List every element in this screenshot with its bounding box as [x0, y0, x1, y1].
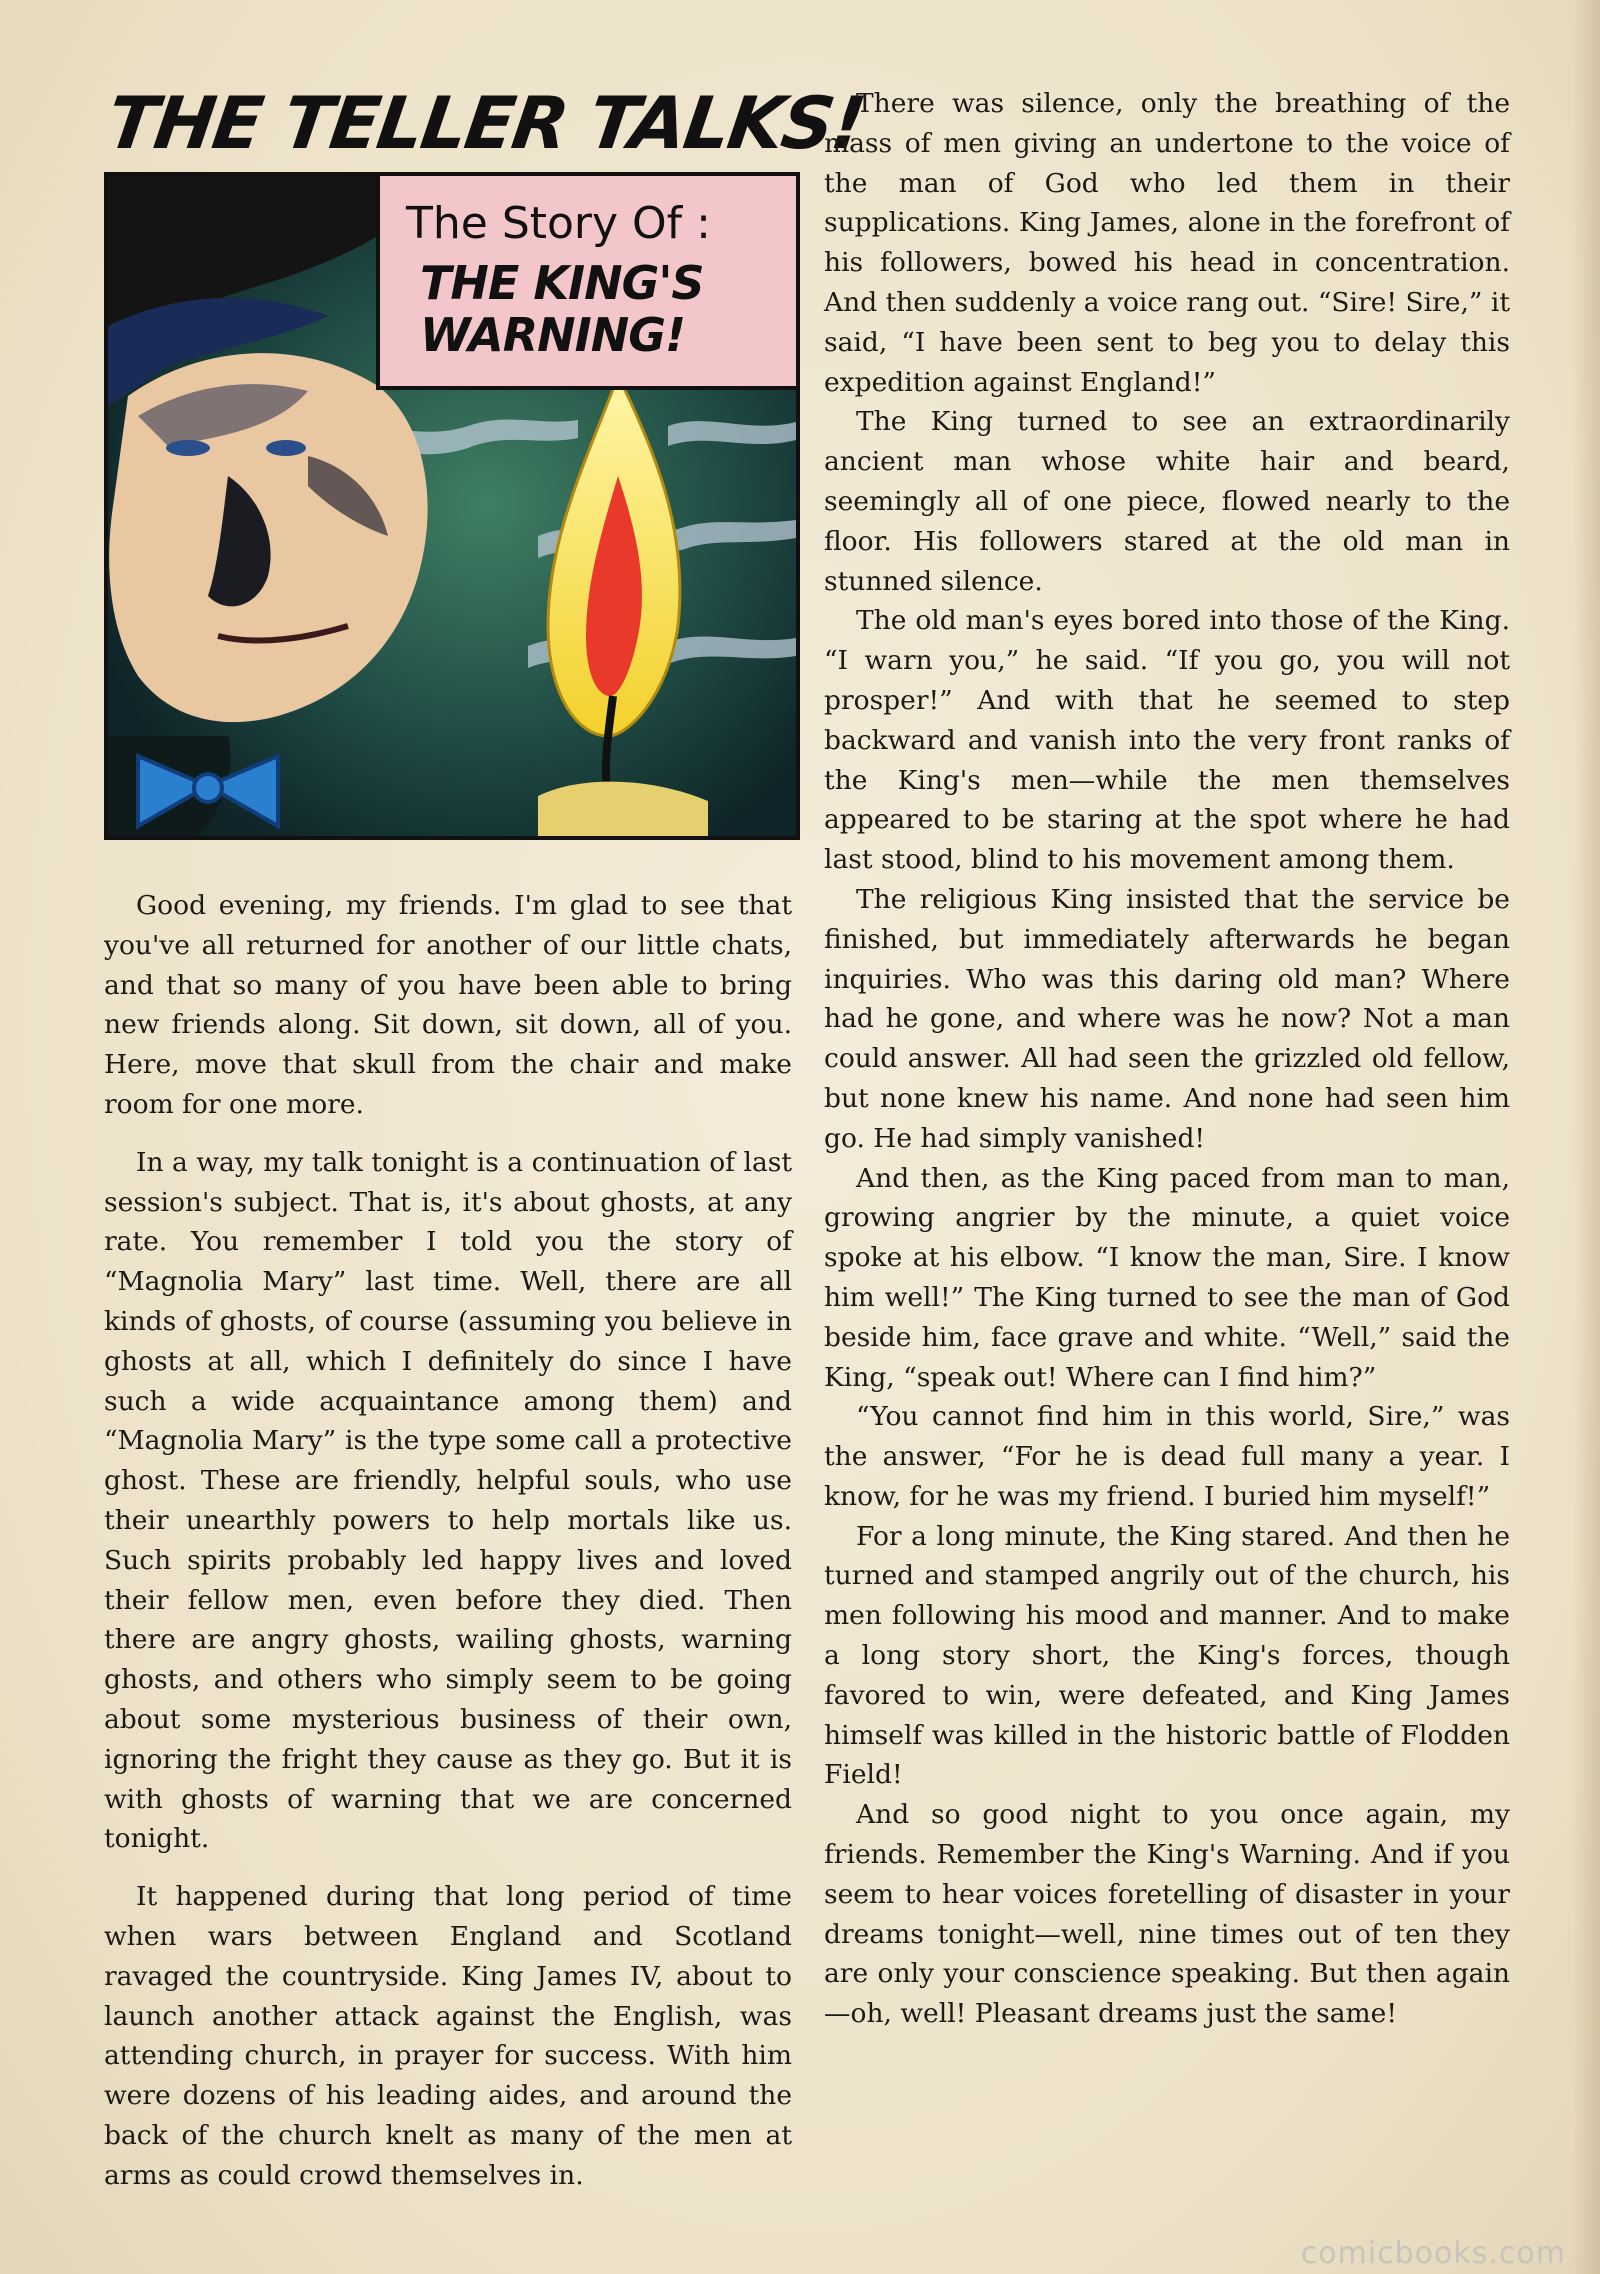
site-watermark: comicbooks.com [1300, 2236, 1566, 2271]
page-title: THE TELLER TALKS! [102, 81, 869, 165]
illustration-panel [104, 172, 800, 840]
paragraph: And so good night to you once again, my friends. Remember the King's Warning. And if you seem to hear voices foretelling of disaster in your dreams tonight—well, nine times out of ten they are only your conscience speaking. But then again—oh, well! Pleasant dreams just the same! [824, 1799, 1510, 2030]
right-eye [266, 440, 306, 456]
paragraph: It happened during that long period of time when wars between England and Scotland ravaged the countryside. King James IV, about to launch another attack against the English, was attending church, in prayer for success. With him were dozens of his leading aides, and around the back of the church knelt as many of the men at arms as could crowd themselves in. [104, 1881, 792, 2191]
caption-intro: The Story Of : [406, 198, 711, 249]
caption-title-line2: WARNING! [420, 308, 685, 362]
left-eye [166, 440, 210, 456]
left-text-column [104, 886, 792, 2196]
paragraph: In a way, my talk tonight is a continuation of last session's subject. That is, it's about ghosts, at any rate. You remember I told you the story of “Magnolia Mary” last time. Well, there are all kinds of ghosts, of course (assuming you believe in ghosts at all, which I definitely do since I have such a wide acquaintance among them) and “Magnolia Mary” is the type some call a protective ghost. These are friendly, helpful souls, who use their unearthly powers to help mortals like us. Such spirits probably led happy lives and loved their fellow men, even before they died. Then there are angry ghosts, wailing ghosts, warning ghosts, and others who simply seem to be going about some mysterious business of their own, ignoring the fright they cause as they go. But it is with ghosts of warning that we are concerned tonight. [104, 1146, 792, 1855]
right-text-column [824, 84, 1510, 2034]
page-edge [1572, 0, 1600, 2274]
paragraph: Good evening, my friends. I'm glad to see that you've all returned for another of our little chats, and that so many of you have been able to bring new friends along. Sit down, sit down, all of you. Here, move that skull from the chair and make room for one more. [104, 890, 792, 1120]
paragraph: The King turned to see an extraordinarily ancient man whose white hair and beard, seemingly all of one piece, flowed nearly to the floor. His followers stared at the old man in stunned silence. [824, 406, 1510, 597]
paragraph: And then, as the King paced from man to man, growing angrier by the minute, a quiet voice spoke at his elbow. “I know the man, Sire. I know him well!” The King turned to see the man of God beside him, face grave and white. “Well,” said the King, “speak out! Where can I find him?” [824, 1162, 1510, 1393]
caption-title-line1: THE KING'S [420, 256, 704, 310]
paragraph: The religious King insisted that the service be finished, but immediately afterwards he began inquiries. Who was this daring old man? Where had he gone, and where was he now? Not a man could answer. All had seen the grizzled old fellow, but none knew his name. And none had seen him go. He had simply vanished! [824, 883, 1510, 1154]
paragraph: There was silence, only the breathing of the mass of men giving an undertone to the voice of the man of God who led them in their supplications. King James, alone in the forefront of his followers, bowed his head in concentration. And then suddenly a voice rang out. “Sire! Sire,” it said, “I have been sent to beg you to delay this expedition against England!” [824, 88, 1510, 398]
paragraph: “You cannot find him in this world, Sire,” was the answer, “For he is dead full many a year. I know, for he was my friend. I buried him myself!” [824, 1401, 1510, 1512]
story-caption-box [376, 176, 796, 390]
paragraph: The old man's eyes bored into those of the King. “I warn you,” he said. “If you go, you will not prosper!” And with that he seemed to step backward and vanish into the very front ranks of the King's men—while the men themselves appeared to be staring at the spot where he had last stood, blind to his movement among them. [824, 605, 1510, 876]
paragraph: For a long minute, the King stared. And then he turned and stamped angrily out of the church, his men following his mood and manner. And to make a long story short, the King's forces, though favored to win, were defeated, and King James himself was killed in the historic battle of Flodden Field! [824, 1520, 1510, 1791]
